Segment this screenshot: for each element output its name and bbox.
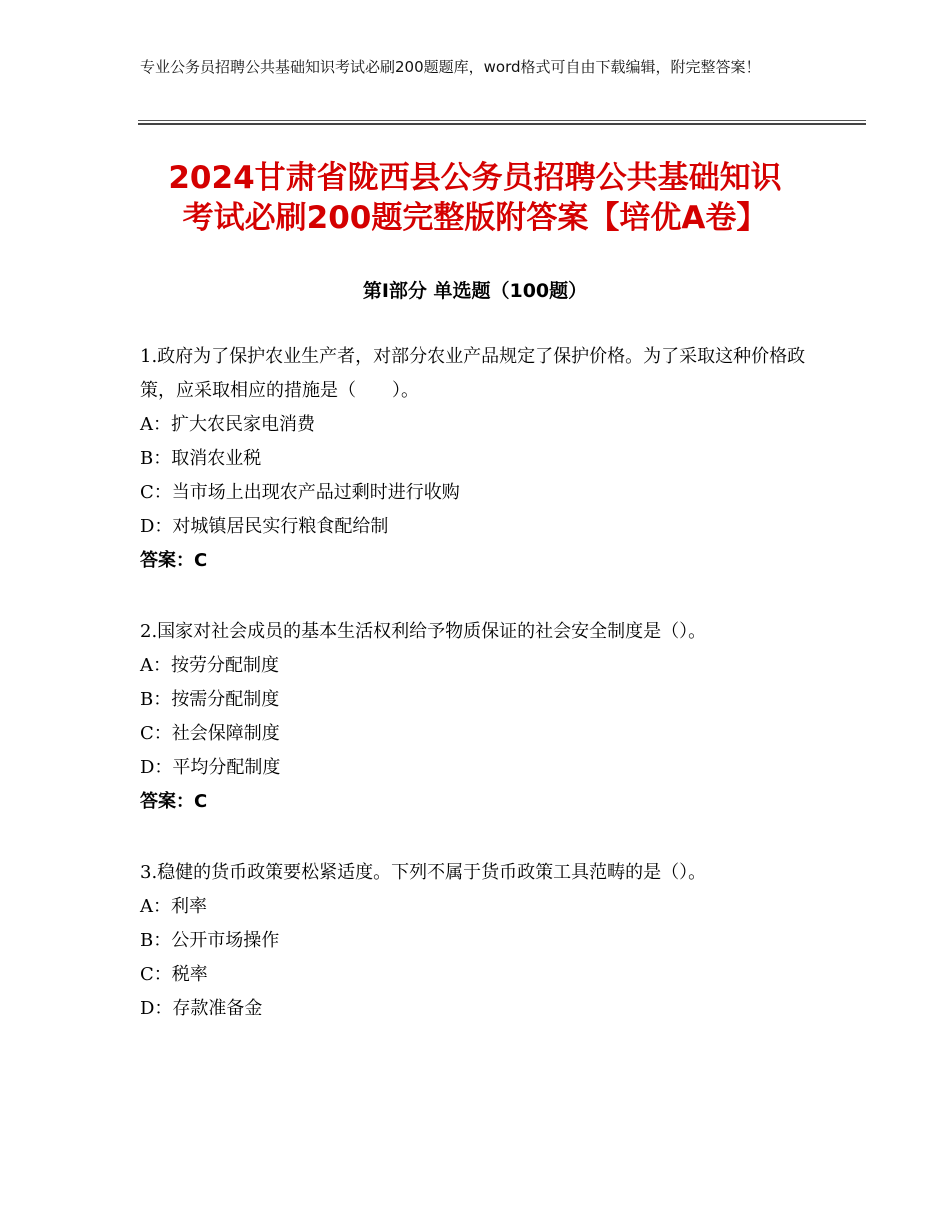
option-b: B：公开市场操作: [140, 930, 280, 951]
option-d: D：对城镇居民实行粮食配给制: [140, 516, 389, 537]
section-heading: 第Ⅰ部分 单选题（100题）: [362, 280, 588, 302]
option-a: A：按劳分配制度: [140, 655, 279, 676]
option-b: B：取消农业税: [140, 448, 262, 469]
option-a: A：扩大农民家电消费: [140, 414, 315, 435]
document-title: [100, 158, 850, 238]
answer: 答案：C: [140, 550, 208, 571]
question-2: [140, 615, 820, 819]
question-stem: 3.稳健的货币政策要松紧适度。下列不属于货币政策工具范畴的是（）。: [140, 862, 707, 883]
option-c: C：当市场上出现农产品过剩时进行收购: [140, 482, 460, 503]
option-a: A：利率: [140, 896, 207, 917]
header-note: 专业公务员招聘公共基础知识考试必刷200题题库，word格式可自由下载编辑，附完整答案！: [140, 58, 761, 76]
option-c: C：税率: [140, 964, 208, 985]
option-d: D：平均分配制度: [140, 757, 281, 778]
answer: 答案：C: [140, 791, 208, 812]
header-divider-thin: [138, 120, 866, 121]
question-3: [140, 856, 820, 1026]
option-d: D：存款准备金: [140, 998, 263, 1019]
option-b: B：按需分配制度: [140, 689, 280, 710]
question-stem: 2.国家对社会成员的基本生活权利给予物质保证的社会安全制度是（）。: [140, 621, 707, 642]
header-divider-thick: [138, 123, 866, 125]
question-list: [140, 340, 820, 1063]
question-stem: 1.政府为了保护农业生产者，对部分农业产品规定了保护价格。为了采取这种价格政策，应采取相应的措施是（ ）。: [140, 346, 806, 401]
question-1: [140, 340, 820, 578]
title-line-2: 考试必刷200题完整版附答案【培优A卷】: [182, 200, 768, 236]
option-c: C：社会保障制度: [140, 723, 280, 744]
title-line-1: 2024甘肃省陇西县公务员招聘公共基础知识: [168, 160, 782, 196]
